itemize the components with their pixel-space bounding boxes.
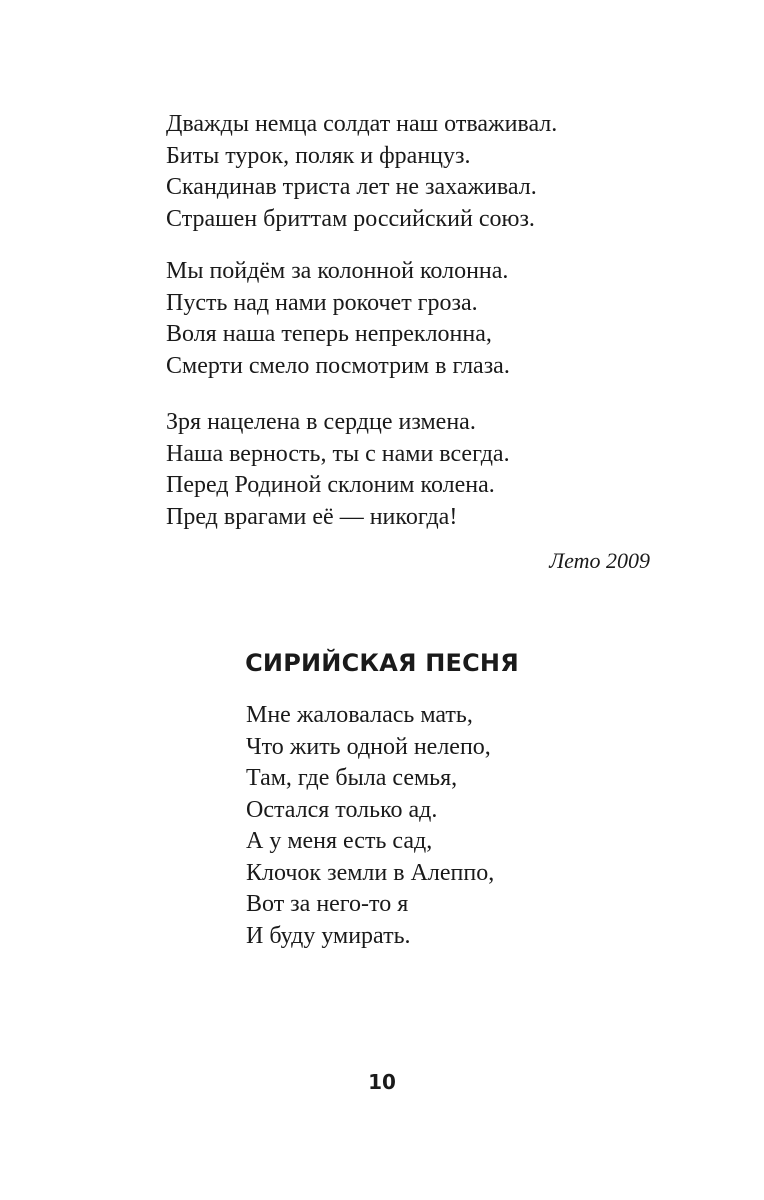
poem-line: Мы пойдём за колонной колонна.: [166, 258, 509, 284]
poem-line: Наша верность, ты с нами всегда.: [166, 440, 510, 467]
poem-stanza: [166, 407, 510, 533]
poem-line: Что жить одной нелепо,: [246, 733, 491, 760]
poem-line: Скандинав триста лет не захаживал.: [166, 174, 537, 200]
poem-line: И буду умирать.: [246, 922, 411, 949]
poem-line: А у меня есть сад,: [246, 828, 433, 854]
poem-line: Вот за него-то я: [246, 891, 409, 917]
poem-line: Пусть над нами рокочет гроза.: [166, 289, 478, 316]
poem-line: Остался только ад.: [246, 796, 438, 823]
poem-line: Смерти смело посмотрим в глаза.: [166, 352, 510, 379]
poem-date: Лето 2009: [549, 548, 650, 573]
poem-line: Страшен бриттам российский союз.: [166, 205, 535, 232]
poem-line: Пред врагами её — никогда!: [166, 503, 458, 530]
poem-line: Там, где была семья,: [246, 765, 458, 791]
poem-line: Биты турок, поляк и француз.: [166, 142, 471, 169]
poem-line: Клочок земли в Алеппо,: [246, 859, 495, 886]
poem-line: Мне жаловалась мать,: [246, 702, 473, 728]
poem-line: Зря нацелена в сердце измена.: [166, 409, 476, 435]
poem-line: Воля наша теперь непреклонна,: [166, 321, 492, 347]
poem-line: Дважды немца солдат наш отваживал.: [166, 111, 558, 137]
poem-stanza: [166, 109, 557, 235]
poem-stanza: [246, 700, 494, 952]
poem-stanza: [166, 256, 510, 382]
page-number: 10: [368, 1070, 396, 1094]
poem-line: Перед Родиной склоним колена.: [166, 472, 495, 498]
poem-title: СИРИЙСКАЯ ПЕСНЯ: [245, 649, 519, 677]
